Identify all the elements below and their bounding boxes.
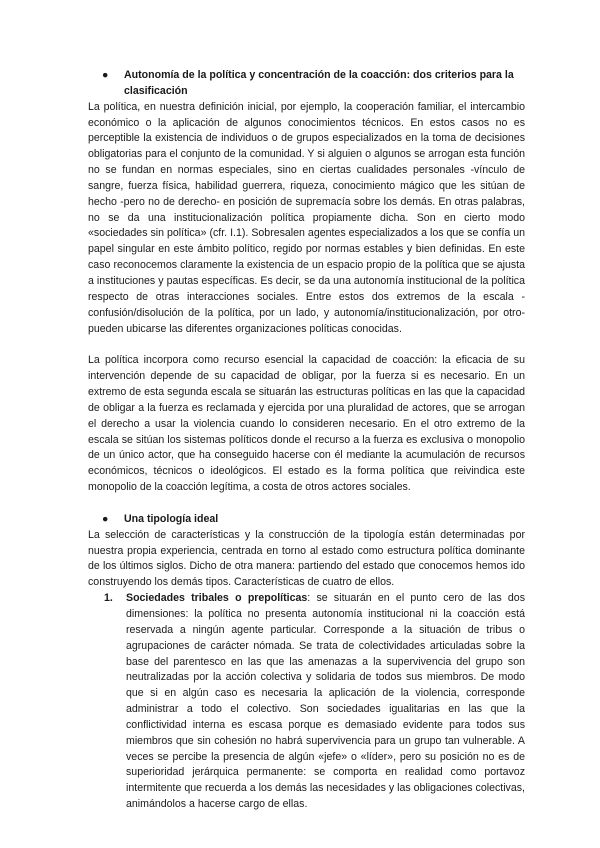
list-item-text: : se situarán en el punto cero de las dos dimensiones: la política no presenta autonomía institucional ni la coacción está reservada a ningún agente particular. Corresponde a la situación de tribus o agrupaciones de carácter nómada. Se trata de colectividades articuladas sobre la base del parentesco en las que las amenazas a la supervivencia del grupo son neutralizadas por la acción colectiva y solidaria de todos sus miembros. De modo que si en algún caso es necesaria la aplicación de la violencia, corresponde administrar a todo el colectivo. Son sociedades igualitarias en las que la conflictividad interna es escasa porque es demasiado evidente para todos sus miembros que sin cohesión no habrá supervivencia para un grupo tan vulnerable. A veces se percibe la presencia de algún «jefe» o «líder», pero su posición no es de superioridad jerárquica permanente: se comporta en realidad como portavoz intermitente que recuerda a los demás las necesidades y las obligaciones colectivas, animándolos a hacerse cargo de ellas. <box>126 592 525 811</box>
document-page <box>88 68 525 813</box>
paragraph-autonomia: La política, en nuestra definición inicial, por ejemplo, la cooperación familiar, el intercambio económico o la aplicación de algunos conocimientos técnicos. En estos casos no es perceptible la existencia de individuos o de grupos especializados en la toma de decisiones obligatorias para el conjunto de la comunidad. Y si alguien o algunos se arrogan esta función no se fundan en normas especiales, sino en ciertas cualidades personales -vínculo de sangre, fuerza física, habilidad guerrera, riqueza, conocimiento mágico que les sitúan de hecho -pero no de derecho- en posición de supremacía sobre los demás. En otras palabras, no se da una institucionalización política propiamente dicha. Son en cierto modo «sociedades sin política» (cfr. I.1). Sobresalen agentes especializados a los que se confía un papel singular en este ámbito político, regido por normas estables y bien definidas. En este caso reconocemos claramente la existencia de un espacio propio de la política que se ajusta a instituciones y pautas específicas. Es decir, se da una autonomía institucional de la política respecto de otras interacciones sociales. Entre estos dos extremos de la escala -confusión/disolución de la política, por un lado, y autonomía/institucionalización, por otro- pueden ubicarse las diferentes organizaciones políticas conocidas. <box>88 100 525 335</box>
list-item-body <box>126 591 525 813</box>
list-item-number: 1. <box>104 592 113 605</box>
section-heading-autonomia <box>102 68 525 100</box>
list-item <box>104 591 525 813</box>
paragraph-tipologia: La selección de características y la construcción de la tipología están determinadas por nuestra propia experiencia, centrada en torno al estado como estructura política dominante de los últimos siglos. Dicho de otra manera: partiendo del estado que conocemos hemos ido construyendo los demás tipos. Características de cuatro de ellos. <box>88 528 525 589</box>
bullet-icon: ● <box>102 512 109 525</box>
section-heading-text: Autonomía de la política y concentración de la coacción: dos criterios para la clasificación <box>124 69 514 97</box>
bullet-icon: ● <box>102 69 109 81</box>
paragraph-gap <box>88 337 525 353</box>
section-heading-tipologia <box>102 512 525 528</box>
section-heading-text: Una tipología ideal <box>124 512 219 525</box>
list-item-title: Sociedades tribales o prepolíticas <box>126 592 308 605</box>
paragraph-gap <box>88 496 525 512</box>
paragraph-coaccion: La política incorpora como recurso esencial la capacidad de coacción: la eficacia de su intervención depende de su capacidad de obligar, por la fuerza si es necesario. En un extremo de esta segunda escala se situarán las estructuras políticas en las que la capacidad de obligar a la fuerza es reclamada y ejercida por una pluralidad de actores, que se arrogan el derecho a usar la violencia cuando lo consideren necesario. En el otro extremo de la escala se sitúan los sistemas políticos donde el recurso a la fuerza es exclusiva o monopolio de un único actor, que ha conseguido hacerse con él mediante la acumulación de recursos económicos, técnicos o ideológicos. El estado es la forma política que reivindica este monopolio de la coacción legítima, a costa de otros actores sociales. <box>88 354 525 494</box>
